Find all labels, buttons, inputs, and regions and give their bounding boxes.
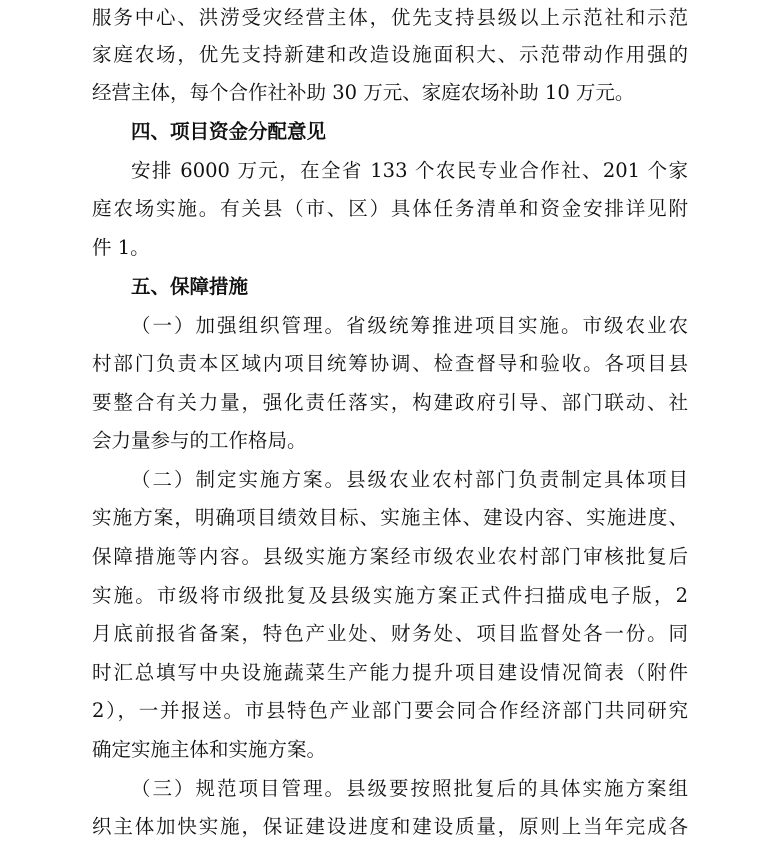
section-heading: 四、项目资金分配意见	[131, 120, 327, 143]
text-line: 要整合有关力量，强化责任落实，构建政府引导、部门联动、社	[92, 391, 688, 414]
text-line: 家庭农场，优先支持新建和改造设施面积大、示范带动作用强的	[92, 43, 688, 66]
text-line: 件 1。	[92, 236, 150, 259]
text-line: 织主体加快实施，保证建设进度和建设质量，原则上当年完成各	[92, 815, 688, 838]
text-line: 服务中心、洪涝受灾经营主体，优先支持县级以上示范社和示范	[92, 6, 688, 29]
text-line: 会力量参与的工作格局。	[92, 429, 307, 452]
text-line: （一）加强组织管理。省级统筹推进项目实施。市级农业农	[131, 314, 688, 337]
text-line: 保障措施等内容。县级实施方案经市级农业农村部门审核批复后	[92, 545, 688, 568]
text-line: 村部门负责本区域内项目统筹协调、检查督导和验收。各项目县	[92, 352, 688, 375]
text-line: 确定实施主体和实施方案。	[92, 738, 327, 761]
section-heading: 五、保障措施	[131, 275, 249, 298]
text-line: 月底前报省备案，特色产业处、财务处、项目监督处各一份。同	[92, 622, 688, 645]
text-line: 安排 6000 万元，在全省 133 个农民专业合作社、201 个家	[131, 159, 688, 182]
text-line: （三）规范项目管理。县级要按照批复后的具体实施方案组	[131, 777, 688, 800]
text-line: 庭农场实施。有关县（市、区）具体任务清单和资金安排详见附	[92, 197, 688, 220]
text-line: 时汇总填写中央设施蔬菜生产能力提升项目建设情况简表（附件	[92, 661, 688, 684]
text-line: 实施。市级将市级批复及县级实施方案正式件扫描成电子版，2	[92, 584, 688, 607]
text-line: 2），一并报送。市县特色产业部门要会同合作经济部门共同研究	[92, 699, 688, 722]
text-line: 实施方案，明确项目绩效目标、实施主体、建设内容、实施进度、	[92, 506, 688, 529]
text-line: （二）制定实施方案。县级农业农村部门负责制定具体项目	[131, 468, 688, 491]
text-line: 经营主体，每个合作社补助 30 万元、家庭农场补助 10 万元。	[92, 81, 635, 104]
